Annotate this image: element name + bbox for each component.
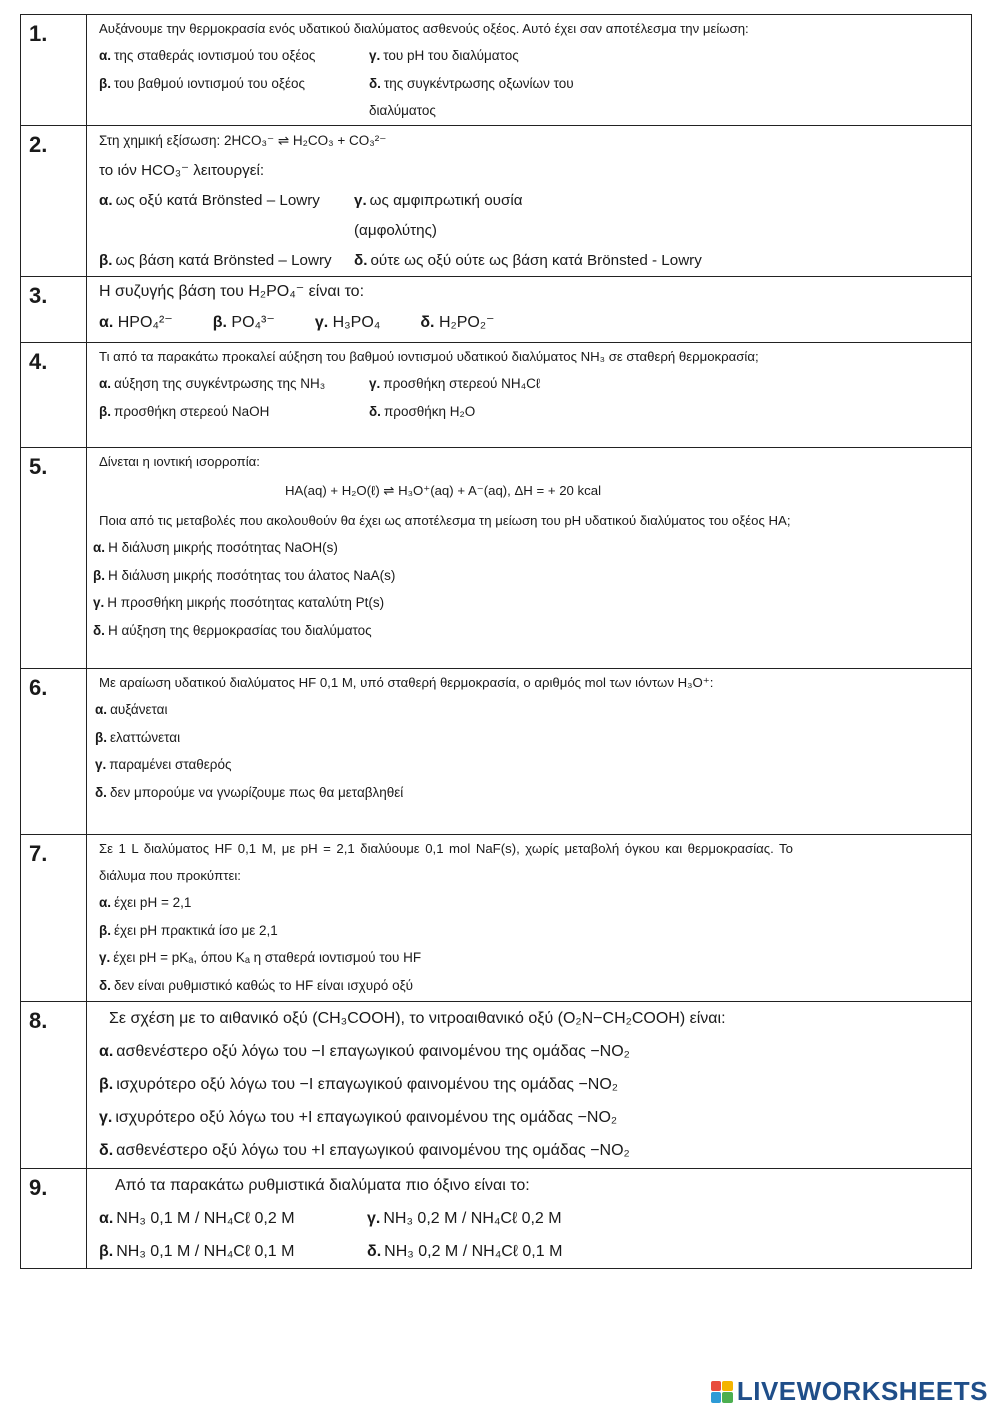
option-a[interactable]: α. έχει pH = 2,1	[99, 895, 192, 910]
option-a[interactable]: α. αύξηση της συγκέντρωσης της NH₃	[99, 376, 326, 391]
question-cell	[87, 15, 972, 126]
option-d[interactable]: δ. δεν μπορούμε να γνωρίζουμε πως θα μεταβληθεί	[95, 784, 404, 800]
question-text: Αυξάνουμε την θερμοκρασία ενός υδατικού διαλύματος ασθενούς οξέος. Αυτό έχει σαν αποτέλεσμα την μείωση:	[99, 21, 749, 36]
question-number: 3.	[29, 283, 48, 308]
question-number: 9.	[29, 1175, 48, 1200]
option-b[interactable]: β. PO₄³⁻	[212, 314, 275, 331]
question-text: Τι από τα παρακάτω προκαλεί αύξηση του βαθμού ιοντισμού υδατικού διαλύματος NH₃ σε σταθερή θερμοκρασία;	[99, 349, 759, 364]
option-b[interactable]: β. έχει pH πρακτικά ίσο με 2,1	[99, 922, 278, 938]
question-number: 4.	[29, 349, 48, 374]
question-row-6	[21, 669, 972, 835]
question-number: 1.	[29, 21, 48, 46]
question-text: Στη χημική εξίσωση: 2HCO₃⁻ ⇌ H₂CO₃ + CO₃²⁻	[99, 133, 387, 148]
option-b[interactable]: β. προσθήκη στερεού NaOH	[99, 403, 270, 419]
option-a[interactable]: α. της σταθεράς ιοντισμού του οξέος	[99, 48, 316, 63]
option-b[interactable]: β. NH₃ 0,1 M / NH₄Cℓ 0,1 M	[99, 1243, 295, 1260]
option-c[interactable]: γ. NH₃ 0,2 M / NH₄Cℓ 0,2 M	[367, 1210, 562, 1227]
question-row-2	[21, 126, 972, 277]
option-b[interactable]: β. ισχυρότερο οξύ λόγω του −I επαγωγικού φαινομένου της ομάδας −NO₂	[99, 1076, 619, 1093]
question-cell	[87, 448, 972, 669]
question-number: 2.	[29, 132, 48, 157]
question-cell	[87, 277, 972, 343]
option-d[interactable]: δ. δεν είναι ρυθμιστικό καθώς το HF είναι ισχυρό οξύ	[99, 977, 414, 993]
quiz-table	[20, 14, 972, 1269]
option-c[interactable]: γ. H₃PO₄	[314, 314, 381, 331]
question-number: 7.	[29, 841, 48, 866]
option-c[interactable]: γ. Η προσθήκη μικρής ποσότητας καταλύτη Pt(s)	[93, 595, 385, 610]
option-a[interactable]: α. NH₃ 0,1 M / NH₄Cℓ 0,2 M	[99, 1210, 295, 1227]
question-subtext: το ιόν HCO₃⁻ λειτουργεί:	[99, 162, 265, 179]
question-cell	[87, 669, 972, 835]
question-row-4	[21, 343, 972, 448]
question-row-8	[21, 1002, 972, 1169]
option-a[interactable]: α. αυξάνεται	[95, 702, 168, 717]
question-row-5	[21, 448, 972, 669]
option-b[interactable]: β. Η διάλυση μικρής ποσότητας του άλατος NaA(s)	[93, 567, 396, 583]
option-a[interactable]: α. ως οξύ κατά Brönsted – Lowry	[99, 192, 320, 209]
option-d[interactable]: δ. Η αύξηση της θερμοκρασίας του διαλύματος	[93, 622, 372, 638]
question-cell	[87, 1169, 972, 1269]
question-cell	[87, 343, 972, 448]
option-a[interactable]: α. HPO₄²⁻	[99, 314, 173, 331]
option-d[interactable]: δ. προσθήκη H₂O	[369, 403, 476, 419]
question-number: 5.	[29, 454, 48, 479]
liveworksheets-logo-icon	[711, 1381, 733, 1403]
liveworksheets-brand-text: LIVEWORKSHEETS	[736, 1376, 988, 1406]
question-row-9	[21, 1169, 972, 1269]
option-b[interactable]: β. του βαθμού ιοντισμού του οξέος	[99, 75, 305, 91]
question-row-1	[21, 15, 972, 126]
option-d[interactable]: δ. ασθενέστερο οξύ λόγω του +I επαγωγικού φαινομένου της ομάδας −NO₂	[99, 1142, 630, 1159]
question-cell	[87, 835, 972, 1002]
question-text: Η συζυγής βάση του H₂PO₄⁻ είναι το:	[99, 283, 365, 300]
option-c[interactable]: γ. προσθήκη στερεού NH₄Cℓ	[369, 376, 541, 391]
option-d[interactable]: δ. ούτε ως οξύ ούτε ως βάση κατά Brönsted - Lowry	[354, 252, 702, 269]
option-c[interactable]: γ. παραμένει σταθερός	[95, 757, 232, 772]
option-c[interactable]: γ. έχει pH = pKₐ, όπου Kₐ η σταθερά ιοντισμού του HF	[99, 950, 422, 965]
option-b[interactable]: β. ελαττώνεται	[95, 729, 181, 745]
question-subtext: Ποια από τις μεταβολές που ακολουθούν θα έχει ως αποτέλεσμα τη μείωση του pH υδατικού διαλύματος του οξέος HA;	[99, 513, 791, 528]
option-c[interactable]: γ. ως αμφιπρωτική ουσία (αμφολύτης)	[354, 192, 523, 239]
equilibrium-equation: HA(aq) + H₂O(ℓ) ⇌ H₃O⁺(aq) + A⁻(aq), ΔH = + 20 kcal	[284, 483, 602, 498]
question-row-7	[21, 835, 972, 1002]
question-row-3	[21, 277, 972, 343]
liveworksheets-logo[interactable]	[711, 1376, 988, 1407]
option-a[interactable]: α. ασθενέστερο οξύ λόγω του −I επαγωγικού φαινομένου της ομάδας −NO₂	[99, 1043, 630, 1060]
option-d[interactable]: δ. H₂PO₂⁻	[420, 314, 495, 331]
question-text: Από τα παρακάτω ρυθμιστικά διαλύματα πιο όξινο είναι το:	[115, 1177, 530, 1194]
option-c[interactable]: γ. ισχυρότερο οξύ λόγω του +I επαγωγικού φαινομένου της ομάδας −NO₂	[99, 1109, 618, 1126]
option-b[interactable]: β. ως βάση κατά Brönsted – Lowry	[99, 252, 332, 269]
question-cell	[87, 126, 972, 277]
option-d[interactable]: δ. NH₃ 0,2 M / NH₄Cℓ 0,1 M	[367, 1243, 563, 1260]
question-cell	[87, 1002, 972, 1169]
option-d[interactable]: δ. της συγκέντρωσης οξωνίων του διαλύματος	[369, 75, 574, 118]
option-a[interactable]: α. Η διάλυση μικρής ποσότητας NaOH(s)	[93, 540, 338, 555]
question-text: Σε 1 L διαλύματος HF 0,1 M, με pH = 2,1 διαλύουμε 0,1 mol NaF(s), χωρίς μεταβολή όγκου και θερμοκρασίας. Το διάλυμα που προκύπτει:	[99, 841, 793, 883]
question-text: Δίνεται η ιοντική ισορροπία:	[99, 454, 260, 469]
question-text: Με αραίωση υδατικού διαλύματος HF 0,1 M, υπό σταθερή θερμοκρασία, ο αριθμός mol των ιόντων H₃O⁺:	[99, 675, 714, 690]
question-number: 6.	[29, 675, 48, 700]
option-c[interactable]: γ. του pH του διαλύματος	[369, 48, 519, 63]
question-text: Σε σχέση με το αιθανικό οξύ (CH₃COOH), το νιτροαιθανικό οξύ (O₂N−CH₂COOH) είναι:	[109, 1010, 726, 1027]
question-number: 8.	[29, 1008, 48, 1033]
